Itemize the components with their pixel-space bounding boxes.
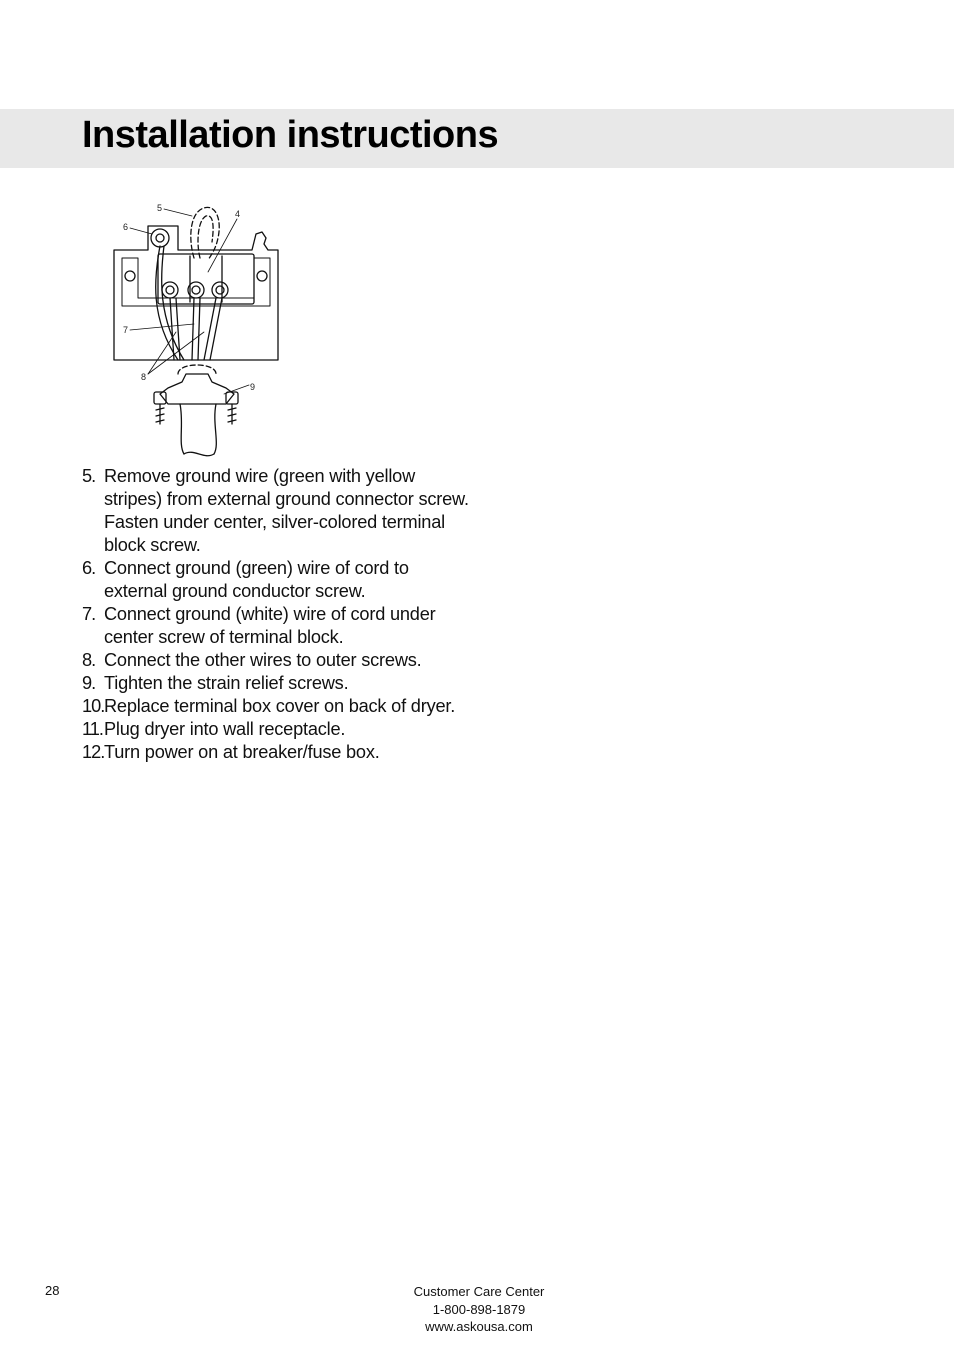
callout-7: 7 [123,325,129,335]
step-number: 11. [82,719,103,739]
list-item [80,718,470,741]
step-number: 9. [82,673,96,693]
step-number: 7. [82,604,96,624]
page-number: 28 [45,1283,60,1298]
step-text: Plug dryer into wall receptacle. [104,719,346,739]
page-title: Installation instructions [82,114,499,156]
step-text: Connect the other wires to outer screws. [104,650,422,670]
list-item [80,557,470,603]
footer-title: Customer Care Center [413,1284,545,1299]
step-text: Turn power on at breaker/fuse box. [104,742,380,762]
list-item [80,465,470,557]
step-text: Replace terminal box cover on back of dryer. [104,696,456,716]
step-text: Connect ground (green) wire of cord to external ground conductor screw. [104,558,409,601]
callout-6: 6 [123,222,129,232]
step-number: 8. [82,650,96,670]
footer-website: www.askousa.com [425,1319,533,1334]
list-item [80,695,470,718]
step-number: 10. [82,696,105,716]
step-text: Remove ground wire (green with yellow stripes) from external ground connector screw. Fasten under center, silver-colored terminal block screw. [104,466,469,555]
callout-5: 5 [157,203,163,213]
callout-4: 4 [235,209,241,219]
list-item [80,672,470,695]
terminal-block-wiring-diagram [104,198,284,458]
step-text: Tighten the strain relief screws. [104,673,349,693]
instruction-steps [80,465,470,764]
step-number: 5. [82,466,96,486]
callout-8: 8 [141,372,147,382]
step-number: 6. [82,558,96,578]
step-number: 12. [82,742,105,762]
callout-9: 9 [250,382,256,392]
list-item [80,649,470,672]
step-text: Connect ground (white) wire of cord under center screw of terminal block. [104,604,436,647]
footer-phone: 1-800-898-1879 [432,1301,526,1317]
customer-care-footer [379,1283,579,1336]
list-item [80,741,470,764]
list-item [80,603,470,649]
